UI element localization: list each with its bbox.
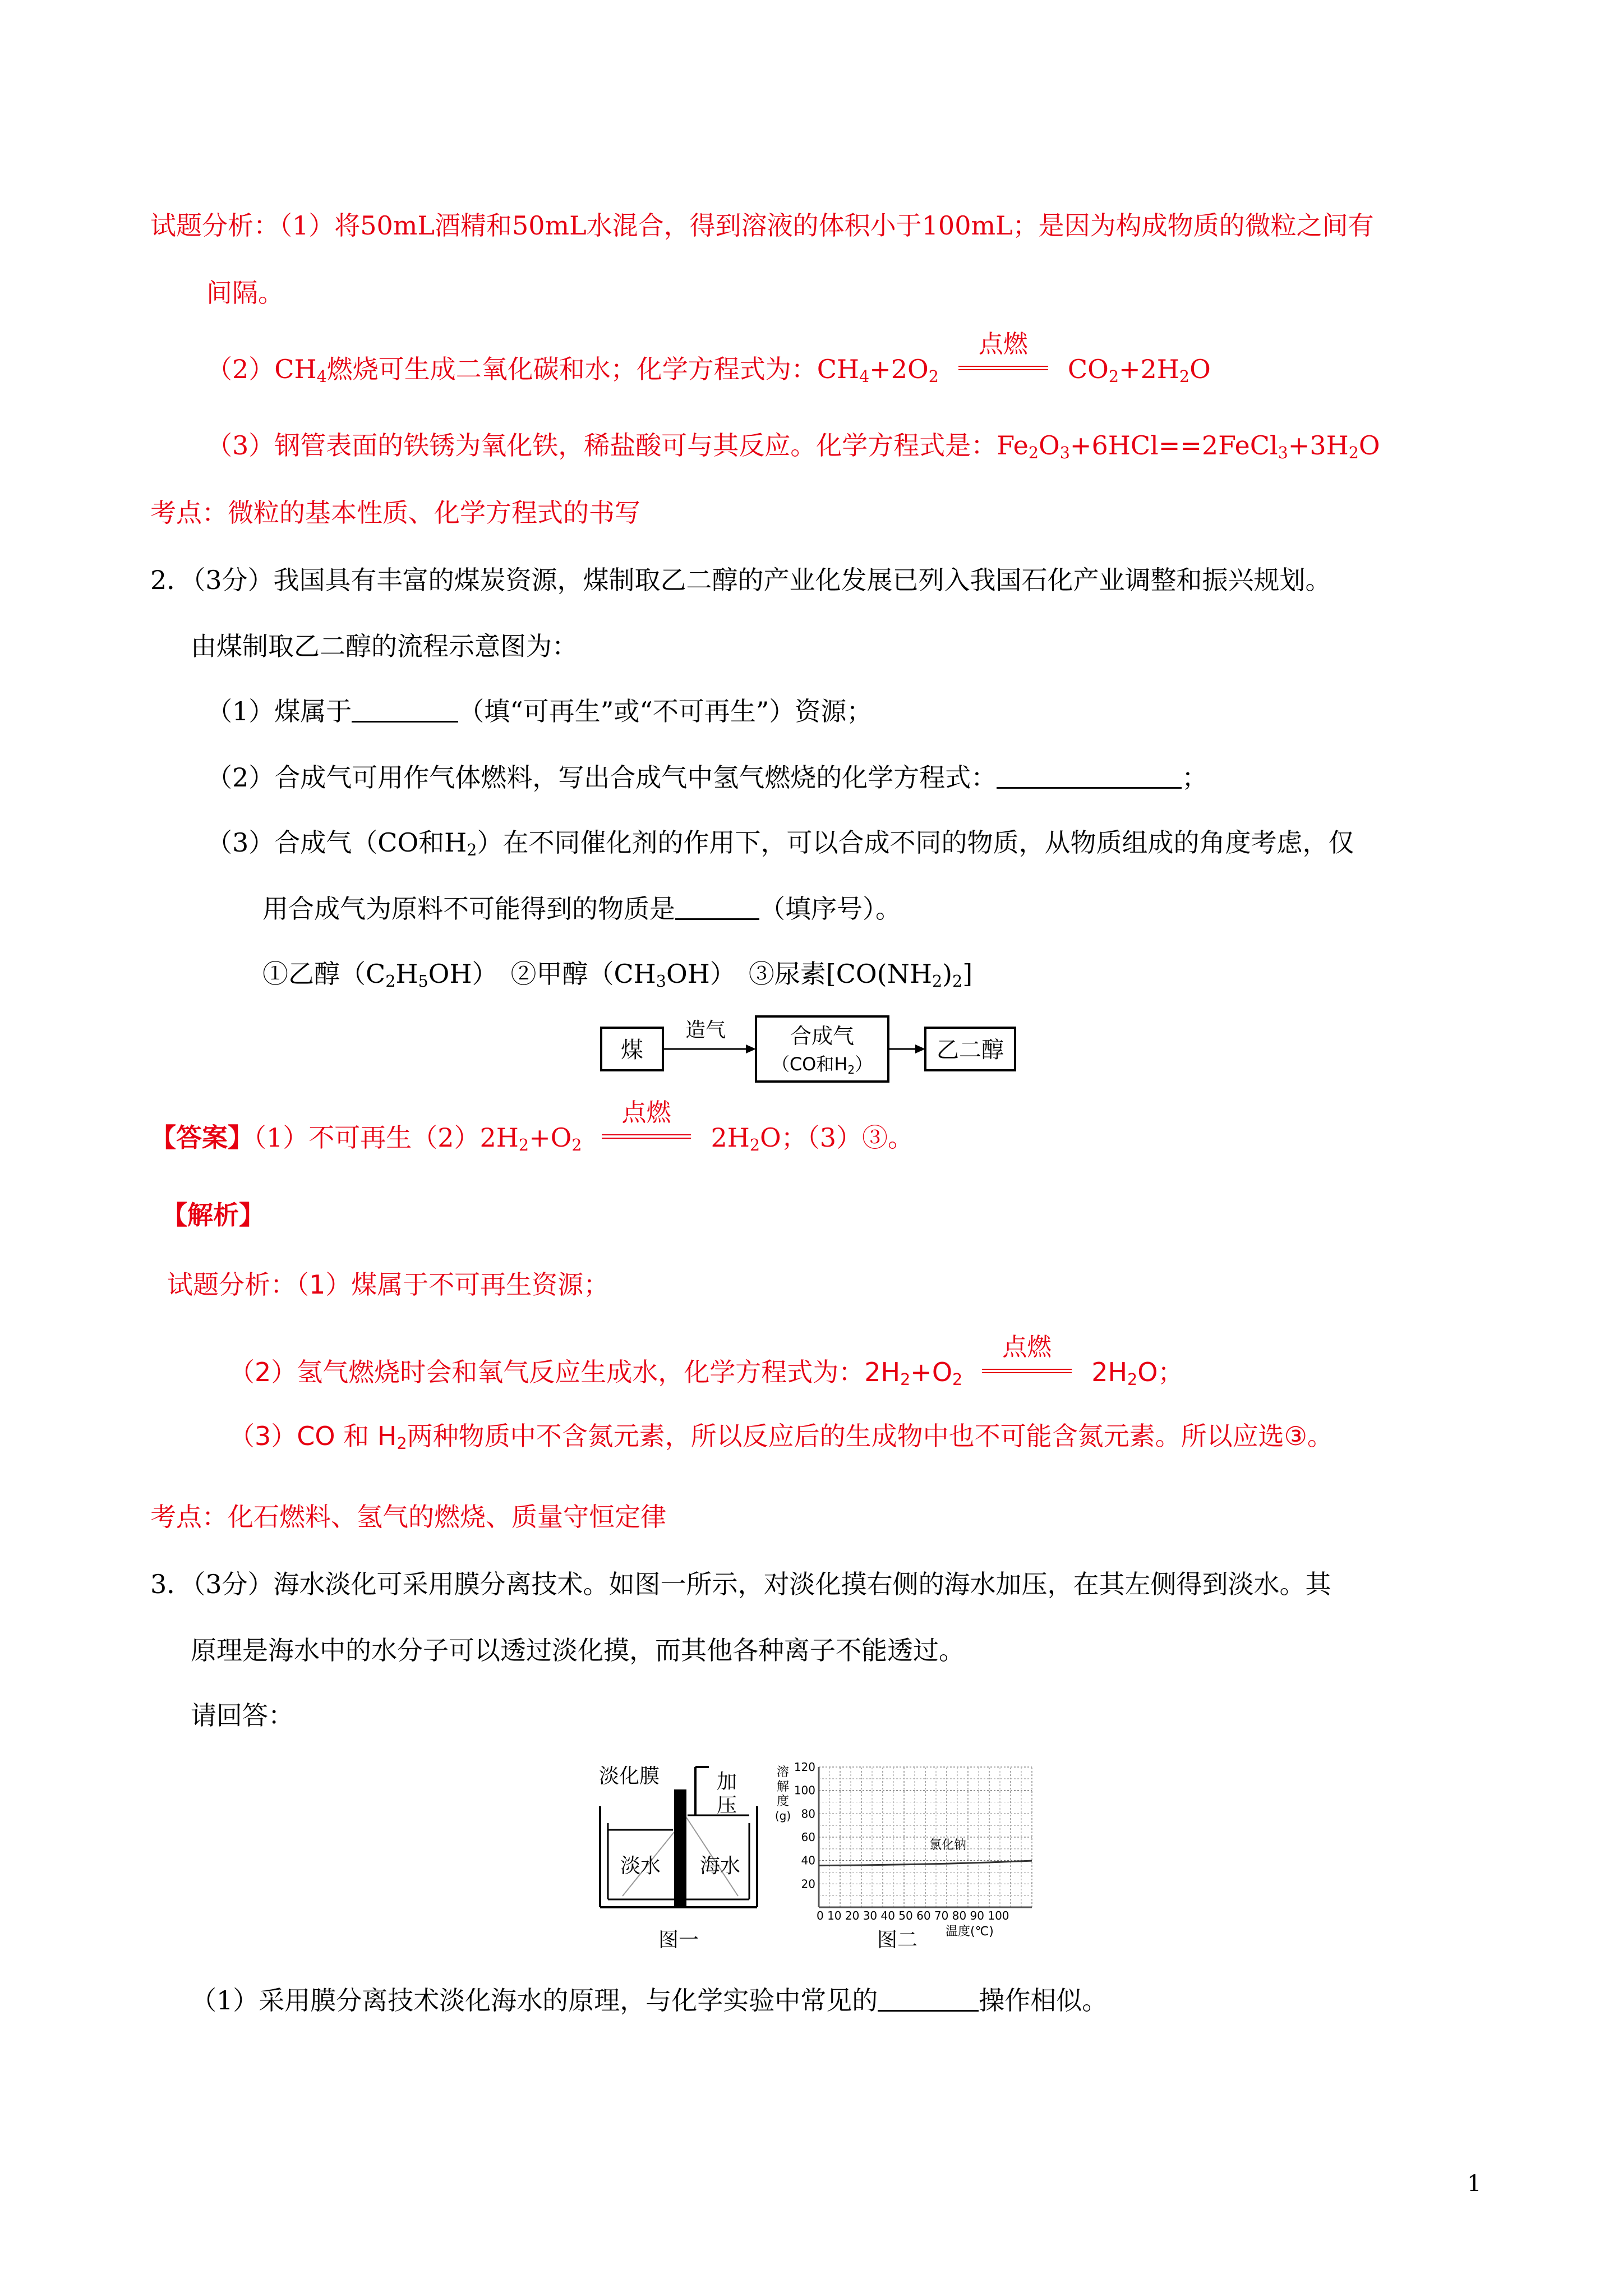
fig1-caption: 图一	[658, 1929, 699, 1952]
y-tick-label: 60	[801, 1830, 815, 1844]
fig1-label-pressure-2: 压	[716, 1794, 737, 1817]
q2-analysis-line2: （2）氢气燃烧时会和氧气反应生成水，化学方程式为：$2H_2+O_2$ 点燃 $2H_2O$；	[229, 1333, 1184, 1389]
reaction-condition-arrow: 点燃	[950, 352, 1057, 386]
answer-blank[interactable]	[352, 698, 458, 723]
q1-analysis-line1: 试题分析：（1）将50mL酒精和50mL水混合，得到溶液的体积小于100mL；是因为构成物质的微粒之间有	[150, 210, 1374, 241]
fig1-label-fresh-water: 淡水	[620, 1855, 661, 1878]
answer-blank[interactable]	[675, 896, 759, 920]
flow-label-glycol: 乙二醇	[937, 1037, 1004, 1063]
q2-stem-line1: 2．（3分）我国具有丰富的煤炭资源，煤制取乙二醇的产业化发展已列入我国石化产业调整和振兴规划。	[150, 565, 1331, 595]
y-axis-label-1: 溶	[776, 1765, 790, 1779]
q1-analysis-equation-fe2o3: （3）钢管表面的铁锈为氧化铁，稀盐酸可与其反应。化学方程式是：$Fe_2O_3+6HCl==2FeCl_3+3H_2O$	[206, 430, 1380, 463]
flow-arrowhead-1	[746, 1045, 756, 1053]
fig1-label-sea-water: 海水	[699, 1855, 741, 1878]
q2-kaodian: 考点：化石燃料、氢气的燃烧、质量守恒定律	[150, 1502, 666, 1532]
flow-label-syngas: 合成气	[790, 1024, 855, 1048]
q2-analysis-line1: 试题分析：（1）煤属于不可再生资源；	[167, 1269, 610, 1300]
y-tick-label: 20	[801, 1877, 815, 1891]
q3-subquestion-1: （1）采用膜分离技术淡化海水的原理，与化学实验中常见的 操作相似。	[191, 1985, 1108, 2016]
fig1-label-pressure-1: 加	[716, 1770, 737, 1793]
reaction-condition-arrow: 点燃	[974, 1355, 1080, 1389]
q3-stem-line3: 请回答：	[191, 1700, 294, 1731]
x-axis-label: 温度(℃)	[946, 1925, 994, 1939]
y-tick-label: 40	[801, 1853, 815, 1867]
y-tick-label: 100	[794, 1783, 815, 1797]
y-tick-label: 120	[794, 1760, 815, 1774]
q2-subquestion-2: （2）合成气可用作气体燃料，写出合成气中氢气燃烧的化学方程式： ；	[206, 762, 1208, 793]
flow-label-syngas-composition: （CO和H2）	[771, 1053, 873, 1076]
q2-analysis-line3: （3）CO 和 $H_2$两种物质中不含氮元素，所以反应后的生成物中也不可能含氮元素。所以应选③。	[229, 1421, 1333, 1453]
q3-stem-line2: 原理是海水中的水分子可以透过淡化摸，而其他各种离子不能透过。	[191, 1635, 965, 1665]
q1-kaodian: 考点：微粒的基本性质、化学方程式的书写	[150, 498, 640, 528]
y-axis-label-2: 解	[776, 1780, 790, 1794]
q2-subquestion-3-line2: 用合成气为原料不可能得到的物质是 （填序号）。	[262, 894, 901, 924]
q2-answer: 【答案】（1）不可再生$(2)2H_2+O_2$ 点燃 $2H_2O$；（3）③。	[150, 1098, 914, 1155]
q2-subquestion-3-line1: （3）合成气（CO和$H_2$）在不同催化剂的作用下，可以合成不同的物质，从物质组成的角度考虑，仅	[206, 827, 1354, 860]
q1-analysis-line2: 间隔。	[206, 278, 284, 308]
flow-arrowhead-2	[915, 1045, 925, 1053]
answer-blank[interactable]	[878, 1987, 979, 2012]
y-axis-label-3: 度	[776, 1795, 790, 1809]
q2-stem-line2: 由煤制取乙二醇的流程示意图为：	[191, 631, 578, 661]
flow-label-coal: 煤	[621, 1037, 643, 1063]
y-axis-label-4: (g)	[774, 1809, 791, 1823]
coal-to-glycol-flow-diagram	[594, 1010, 1021, 1088]
answer-blank[interactable]	[997, 765, 1182, 789]
flow-label-gasify: 造气	[685, 1019, 726, 1042]
y-tick-label: 80	[801, 1807, 815, 1821]
curve-label: 氯化钠	[929, 1838, 967, 1852]
fig1-label-membrane: 淡化膜	[598, 1765, 660, 1788]
q3-stem-line1: 3．（3分）海水淡化可采用膜分离技术。如图一所示，对淡化摸右侧的海水加压，在其左侧得到淡水。其	[150, 1569, 1331, 1599]
reaction-condition-arrow: 点燃	[593, 1121, 700, 1154]
q2-subquestion-1: （1）煤属于 （填“可再生”或“不可再生”）资源；	[206, 696, 873, 726]
x-axis-tick-labels: 0 10 20 30 40 50 60 70 80 90 100	[817, 1909, 1009, 1922]
chart-grid	[819, 1767, 1032, 1907]
q2-options: ①乙醇$(C_2H_5OH)$ ②甲醇$(CH_3OH)$ ③尿素$[CO(NH_2)_2]$	[262, 959, 973, 991]
chart-y-ticks	[794, 1760, 815, 1890]
fig2-caption: 图二	[877, 1929, 918, 1952]
figure-2-solubility-chart	[768, 1756, 1049, 1963]
page-number: 1	[1467, 2171, 1482, 2197]
membrane	[674, 1789, 686, 1907]
figure-1-desalination	[583, 1756, 796, 1958]
q1-analysis-equation-ch4: $(2)CH_4$燃烧可生成二氧化碳和水；化学方程式为：$CH_4+2O_2$ 点燃 $CO_2+2H_2O$	[206, 330, 1211, 386]
q2-jiexi-tag: 【解析】	[162, 1200, 265, 1230]
